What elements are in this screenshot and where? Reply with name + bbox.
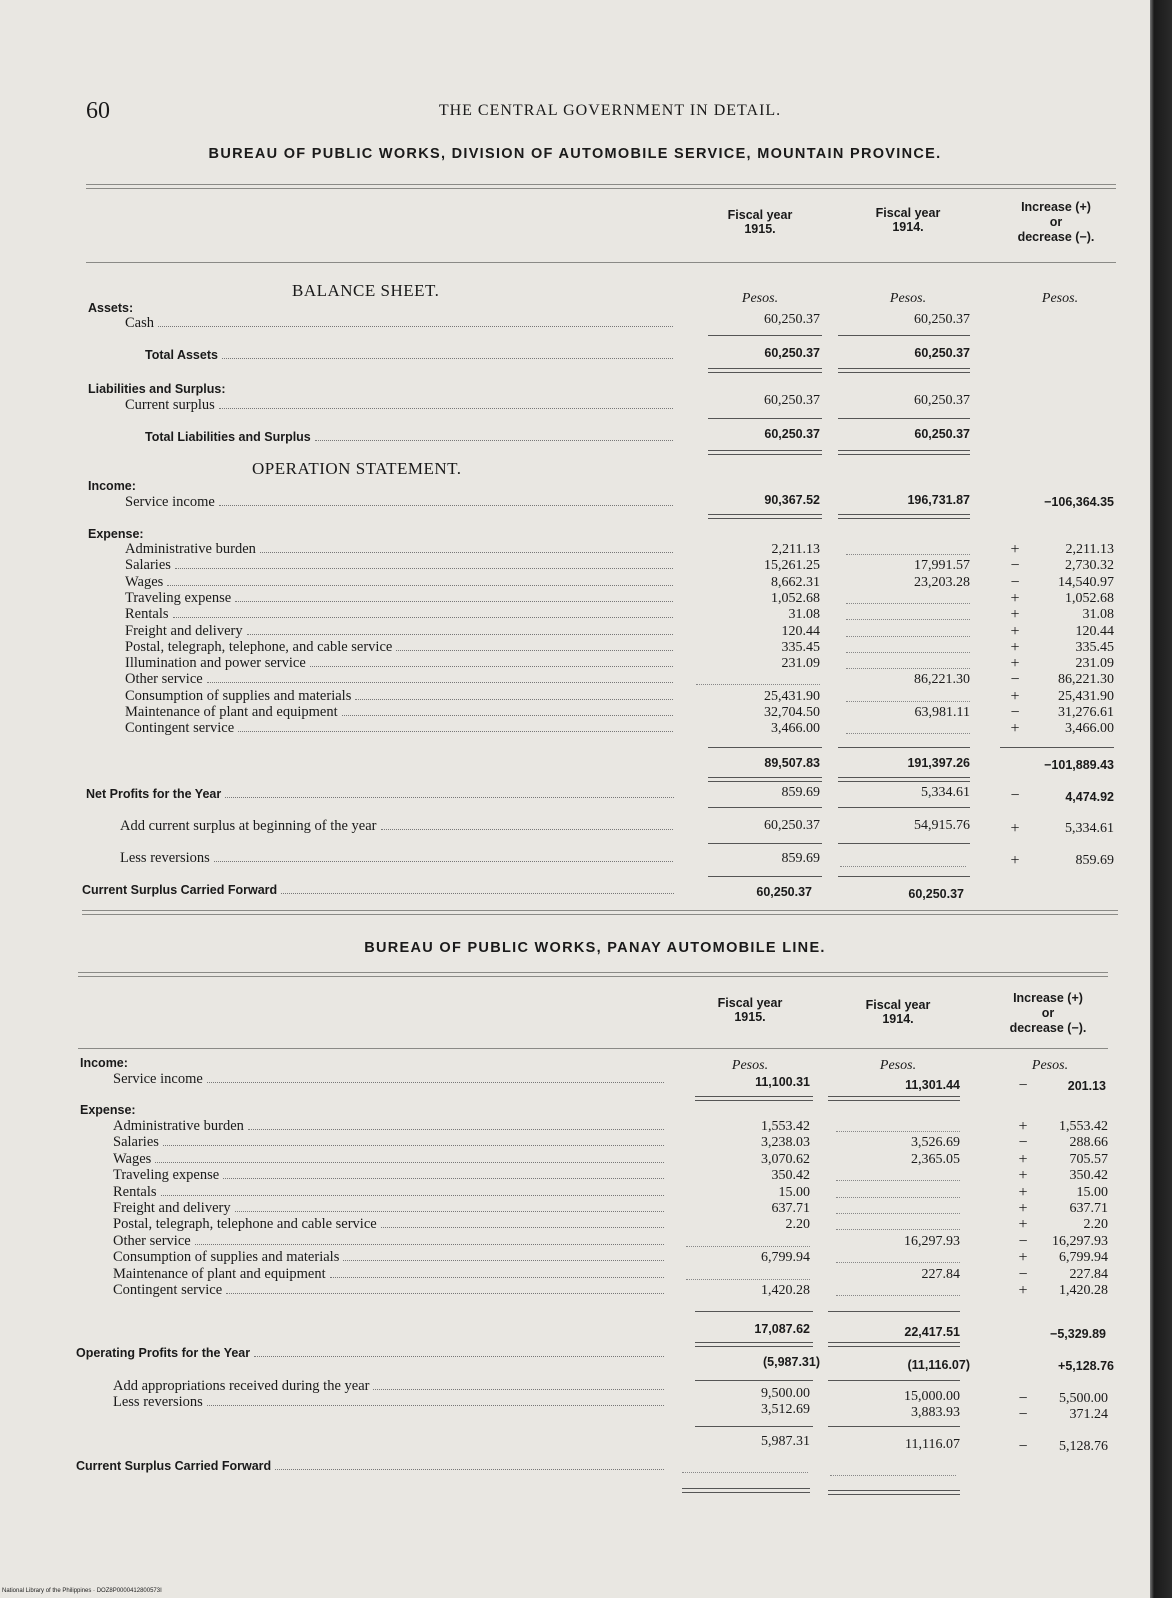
expense-change-sign: − bbox=[1010, 671, 1020, 689]
total-liabilities-row: Total Liabilities and Surplus bbox=[145, 429, 675, 445]
dotted-leader bbox=[686, 1279, 810, 1280]
double-rule bbox=[708, 450, 822, 455]
expense-change-sign: + bbox=[1018, 1200, 1028, 1217]
scan-binding-edge bbox=[1150, 0, 1172, 1598]
expense-value-1914: 2,365.05 bbox=[911, 1151, 960, 1167]
expense-change-sign: + bbox=[1018, 1183, 1028, 1201]
carried-forward-row: Current Surplus Carried Forward bbox=[82, 882, 676, 898]
expense-change-sign: + bbox=[1010, 687, 1020, 705]
panay-less-reversions-change: 371.24 bbox=[1069, 1407, 1108, 1422]
total-rule bbox=[838, 747, 970, 748]
expense-row bbox=[113, 1234, 666, 1249]
balance-sheet-heading: BALANCE SHEET. bbox=[292, 281, 440, 300]
dotted-leader bbox=[840, 866, 966, 867]
total-rule bbox=[695, 1426, 813, 1427]
col-header-1914: Fiscal year 1914. bbox=[875, 206, 941, 234]
expense-value-1914: 16,297.93 bbox=[904, 1233, 960, 1249]
panay-unit-change: Pesos. bbox=[1031, 1058, 1069, 1073]
expense-value-1915: 8,662.31 bbox=[771, 574, 820, 590]
total-rule bbox=[1000, 747, 1114, 748]
expense-label: Other service bbox=[113, 1232, 191, 1249]
cash-1915: 60,250.37 bbox=[764, 312, 820, 327]
double-rule bbox=[838, 777, 970, 782]
dotted-leader bbox=[686, 1246, 810, 1247]
expense-value-1914: 86,221.30 bbox=[914, 672, 970, 688]
panay-service-income-1914: 11,301.44 bbox=[905, 1078, 960, 1092]
expense-change-value: 1,420.28 bbox=[1059, 1283, 1108, 1298]
expense-change-value: 25,431.90 bbox=[1058, 688, 1114, 704]
panay-expense-total-1915: 17,087.62 bbox=[754, 1322, 810, 1336]
expense-label: Salaries bbox=[125, 557, 171, 574]
expense-value-1915: 1,553.42 bbox=[761, 1119, 810, 1134]
total-rule bbox=[695, 1380, 813, 1381]
total-rule bbox=[708, 807, 822, 808]
expense-change-value: 120.44 bbox=[1075, 623, 1114, 639]
panay-expense-total-1914: 22,417.51 bbox=[904, 1325, 960, 1339]
expense-change-sign: − bbox=[1010, 573, 1020, 591]
double-rule bbox=[695, 1342, 813, 1347]
expense-value-1915: 335.45 bbox=[781, 639, 820, 655]
expense-row bbox=[125, 689, 675, 704]
expense-change-value: 350.42 bbox=[1069, 1168, 1108, 1184]
expense-label: Maintenance of plant and equipment bbox=[113, 1265, 326, 1282]
expense-change-sign: − bbox=[1018, 1134, 1028, 1152]
expense-label: Consumption of supplies and materials bbox=[125, 687, 352, 704]
dotted-leader bbox=[846, 733, 970, 734]
expense-change-sign: + bbox=[1018, 1167, 1028, 1185]
expense-value-1915: 2,211.13 bbox=[771, 542, 820, 557]
expense-label: Administrative burden bbox=[125, 541, 256, 557]
expense-change-sign: + bbox=[1018, 1216, 1028, 1234]
expense-value-1915: 120.44 bbox=[781, 623, 820, 639]
expense-change-value: 335.45 bbox=[1075, 639, 1114, 655]
expense-label: Freight and delivery bbox=[113, 1200, 231, 1216]
expense-change-value: 1,553.42 bbox=[1059, 1119, 1108, 1134]
expense-value-1915: 637.71 bbox=[771, 1201, 810, 1216]
total-rule bbox=[828, 1426, 960, 1427]
operation-statement-heading: OPERATION STATEMENT. bbox=[252, 459, 462, 478]
service-income-1914: 196,731.87 bbox=[907, 493, 970, 507]
unit-label-1914: Pesos. bbox=[889, 291, 927, 306]
unit-label-change: Pesos. bbox=[1041, 291, 1079, 306]
panay-unit-1915: Pesos. bbox=[731, 1058, 769, 1073]
operating-profits-1914: (11,116.07) bbox=[907, 1358, 970, 1372]
double-rule bbox=[838, 514, 970, 519]
table-bottom-rule bbox=[82, 910, 1118, 911]
add-surplus-1914: 54,915.76 bbox=[914, 818, 970, 833]
expense-label: Contingent service bbox=[113, 1282, 223, 1298]
expense-change-sign: + bbox=[1018, 1150, 1028, 1168]
add-surplus-row: Add current surplus at beginning of the year bbox=[120, 818, 675, 834]
dotted-leader bbox=[836, 1262, 960, 1263]
expense-label: Rentals bbox=[113, 1183, 157, 1200]
expense-value-1915: 350.42 bbox=[771, 1168, 810, 1184]
dotted-leader bbox=[836, 1197, 960, 1198]
expense-change-sign: + bbox=[1010, 720, 1020, 738]
expense-row bbox=[125, 607, 675, 622]
total-liabilities-1914: 60,250.37 bbox=[914, 427, 970, 441]
expense-change-sign: + bbox=[1010, 589, 1020, 607]
operating-profits-1915: (5,987.31) bbox=[763, 1355, 820, 1369]
expense-value-1915: 3,070.62 bbox=[761, 1151, 810, 1167]
table-top-rule bbox=[78, 972, 1108, 973]
expense-change-sign: − bbox=[1018, 1265, 1028, 1283]
expense-value-1915: 231.09 bbox=[781, 656, 820, 672]
double-rule bbox=[828, 1490, 960, 1495]
operating-profits-change: +5,128.76 bbox=[1058, 1359, 1114, 1373]
expense-value-1914: 227.84 bbox=[921, 1266, 960, 1282]
table-top-rule bbox=[78, 976, 1108, 977]
expense-value-1914: 23,203.28 bbox=[914, 574, 970, 590]
dotted-leader bbox=[846, 668, 970, 669]
expense-row bbox=[113, 1217, 666, 1232]
expense-change-sign: + bbox=[1010, 606, 1020, 624]
add-appropriations-1914: 15,000.00 bbox=[904, 1389, 960, 1404]
expense-row bbox=[113, 1119, 666, 1134]
dotted-leader bbox=[830, 1475, 956, 1476]
scan-footer: National Library of the Philippines · DOZ8P0000412800573I bbox=[2, 1588, 162, 1594]
dotted-leader bbox=[846, 701, 970, 702]
net-profits-row: Net Profits for the Year bbox=[86, 786, 676, 802]
total-assets-1915: 60,250.37 bbox=[764, 346, 820, 360]
total-rule bbox=[695, 1311, 813, 1312]
total-rule bbox=[708, 418, 822, 419]
income-heading: Income: bbox=[88, 479, 136, 493]
expense-row bbox=[125, 721, 675, 736]
expense-change-value: 288.66 bbox=[1069, 1135, 1108, 1151]
expense-value-1915: 2.20 bbox=[785, 1217, 810, 1233]
expense-label: Administrative burden bbox=[113, 1118, 244, 1134]
expense-value-1915: 3,238.03 bbox=[761, 1135, 810, 1151]
panay-expense-heading: Expense: bbox=[80, 1103, 136, 1117]
assets-heading: Assets: bbox=[88, 301, 134, 315]
add-appropriations-change: 5,500.00 bbox=[1059, 1391, 1108, 1406]
panay-unit-1914: Pesos. bbox=[879, 1058, 917, 1073]
total-assets-row: Total Assets bbox=[145, 347, 675, 363]
liabilities-heading: Liabilities and Surplus: bbox=[88, 382, 226, 396]
expense-row bbox=[113, 1185, 666, 1200]
expense-label: Wages bbox=[125, 573, 164, 590]
expense-change-value: 231.09 bbox=[1075, 656, 1114, 672]
expense-row bbox=[113, 1201, 666, 1216]
panay-less-reversions-1915: 3,512.69 bbox=[761, 1402, 810, 1417]
expense-label: Other service bbox=[125, 671, 203, 688]
total-rule bbox=[838, 418, 970, 419]
service-income-change: −106,364.35 bbox=[1044, 495, 1114, 509]
dotted-leader bbox=[846, 636, 970, 637]
expense-change-value: 2.20 bbox=[1083, 1217, 1108, 1233]
double-rule bbox=[708, 368, 822, 373]
expense-row bbox=[125, 558, 675, 573]
expense-total-1915: 89,507.83 bbox=[764, 756, 820, 770]
expense-row bbox=[113, 1283, 666, 1298]
expense-value-1915: 15.00 bbox=[778, 1184, 810, 1200]
panay-col-header-change: Increase (+) or decrease (−). bbox=[1009, 991, 1087, 1035]
expense-value-1915: 1,052.68 bbox=[771, 590, 820, 606]
expense-change-value: 2,211.13 bbox=[1065, 542, 1114, 557]
dotted-leader bbox=[836, 1131, 960, 1132]
net-profits-sign: − bbox=[1010, 787, 1020, 804]
expense-value-1914: 17,991.57 bbox=[914, 558, 970, 574]
service-income-1915: 90,367.52 bbox=[764, 493, 820, 507]
expense-change-value: 31,276.61 bbox=[1058, 705, 1114, 720]
expense-change-sign: + bbox=[1010, 622, 1020, 640]
double-rule bbox=[838, 368, 970, 373]
double-rule bbox=[708, 514, 822, 519]
dotted-leader bbox=[846, 603, 970, 604]
expense-total-1914: 191,397.26 bbox=[907, 756, 970, 770]
cash-total-rule bbox=[708, 335, 822, 336]
expense-row bbox=[125, 656, 675, 671]
expense-heading: Expense: bbox=[88, 527, 144, 541]
expense-value-1915: 1,420.28 bbox=[761, 1283, 810, 1298]
less-reversions-row: Less reversions bbox=[120, 850, 675, 866]
double-rule bbox=[682, 1488, 810, 1493]
panay-service-income-1915: 11,100.31 bbox=[755, 1075, 810, 1089]
expense-value-1915: 6,799.94 bbox=[761, 1250, 810, 1266]
dotted-leader bbox=[846, 652, 970, 653]
panay-expense-total-change: −5,329.89 bbox=[1050, 1327, 1106, 1341]
net-profits-change: 4,474.92 bbox=[1065, 790, 1114, 804]
expense-row bbox=[125, 640, 675, 655]
panay-less-reversions-row: Less reversions bbox=[113, 1394, 666, 1410]
add-appropriations-1915: 9,500.00 bbox=[761, 1386, 810, 1401]
dotted-leader bbox=[682, 1472, 808, 1473]
expense-value-1915: 31.08 bbox=[788, 607, 820, 623]
expense-row bbox=[113, 1267, 666, 1282]
expense-row bbox=[125, 672, 675, 687]
dotted-leader bbox=[846, 619, 970, 620]
expense-label: Rentals bbox=[125, 606, 169, 623]
expense-change-value: 14,540.97 bbox=[1058, 574, 1114, 590]
expense-row bbox=[113, 1168, 666, 1183]
expense-label: Traveling expense bbox=[113, 1167, 220, 1184]
expense-change-sign: + bbox=[1018, 1282, 1028, 1299]
expense-change-value: 16,297.93 bbox=[1052, 1233, 1108, 1249]
expense-value-1914: 63,981.11 bbox=[914, 705, 970, 720]
dotted-leader bbox=[836, 1180, 960, 1181]
cash-total-rule bbox=[838, 335, 970, 336]
double-rule bbox=[828, 1096, 960, 1101]
total-rule bbox=[838, 876, 970, 877]
expense-value-1915: 32,704.50 bbox=[764, 705, 820, 720]
panay-service-income-sign: − bbox=[1018, 1077, 1028, 1094]
expense-change-value: 2,730.32 bbox=[1065, 558, 1114, 574]
service-income-row: Service income bbox=[125, 494, 675, 510]
dotted-leader bbox=[836, 1213, 960, 1214]
add-surplus-change: 5,334.61 bbox=[1065, 821, 1114, 836]
expense-label: Salaries bbox=[113, 1134, 159, 1151]
panay-carried-forward-row: Current Surplus Carried Forward bbox=[76, 1458, 666, 1474]
expense-change-value: 705.57 bbox=[1069, 1151, 1108, 1167]
expense-row bbox=[113, 1250, 666, 1265]
expense-label: Postal, telegraph, telephone and cable service bbox=[113, 1216, 377, 1233]
panay-subtotal-1914: 11,116.07 bbox=[905, 1437, 960, 1452]
dotted-leader bbox=[836, 1229, 960, 1230]
expense-change-value: 1,052.68 bbox=[1065, 590, 1114, 606]
expense-label: Postal, telegraph, telephone, and cable service bbox=[125, 638, 393, 655]
expense-change-sign: − bbox=[1018, 1232, 1028, 1250]
operating-profits-row: Operating Profits for the Year bbox=[76, 1345, 666, 1361]
panay-service-income-row: Service income bbox=[113, 1071, 666, 1087]
net-profits-1914: 5,334.61 bbox=[921, 785, 970, 800]
expense-change-sign: + bbox=[1010, 541, 1020, 558]
expense-change-sign: + bbox=[1018, 1118, 1028, 1135]
total-rule bbox=[708, 747, 822, 748]
expense-label: Wages bbox=[113, 1150, 152, 1167]
expense-change-value: 31.08 bbox=[1082, 607, 1114, 623]
expense-label: Contingent service bbox=[125, 720, 235, 737]
table-bottom-rule bbox=[82, 914, 1118, 915]
unit-label-1915: Pesos. bbox=[741, 291, 779, 306]
expense-total-change: −101,889.43 bbox=[1044, 758, 1114, 772]
expense-label: Consumption of supplies and materials bbox=[113, 1249, 340, 1266]
panay-subtotal-1915: 5,987.31 bbox=[761, 1434, 810, 1449]
carried-forward-1914: 60,250.37 bbox=[908, 887, 964, 901]
panay-subtotal-sign: − bbox=[1018, 1438, 1028, 1455]
cash-1914: 60,250.37 bbox=[914, 312, 970, 327]
carried-forward-1915: 60,250.37 bbox=[756, 885, 812, 899]
expense-row bbox=[125, 575, 675, 590]
add-appropriations-row: Add appropriations received during the year bbox=[113, 1378, 666, 1394]
page-number: 60 bbox=[86, 98, 110, 124]
panay-less-reversions-sign: − bbox=[1018, 1406, 1028, 1423]
panay-income-heading: Income: bbox=[80, 1056, 128, 1070]
less-reversions-sign: + bbox=[1010, 852, 1020, 869]
total-rule bbox=[708, 876, 822, 877]
dotted-leader bbox=[846, 554, 970, 555]
panay-section-title: BUREAU OF PUBLIC WORKS, PANAY AUTOMOBILE LINE. bbox=[364, 940, 826, 956]
add-surplus-sign: + bbox=[1010, 820, 1020, 837]
expense-row bbox=[125, 624, 675, 639]
expense-row bbox=[125, 705, 675, 720]
expense-label: Illumination and power service bbox=[125, 655, 306, 672]
total-liabilities-1915: 60,250.37 bbox=[764, 427, 820, 441]
expense-label: Maintenance of plant and equipment bbox=[125, 704, 338, 720]
expense-value-1915: 3,466.00 bbox=[771, 721, 820, 737]
expense-row bbox=[113, 1135, 666, 1150]
col-header-1915: Fiscal year 1915. bbox=[727, 208, 793, 236]
expense-change-sign: + bbox=[1010, 655, 1020, 673]
total-rule bbox=[828, 1311, 960, 1312]
panay-col-header-1915: Fiscal year 1915. bbox=[717, 996, 783, 1024]
panay-service-income-change: 201.13 bbox=[1067, 1079, 1106, 1093]
total-rule bbox=[838, 843, 970, 844]
double-rule bbox=[708, 777, 822, 782]
panay-subtotal-change: 5,128.76 bbox=[1059, 1439, 1108, 1454]
header-bottom-rule bbox=[78, 1048, 1108, 1049]
panay-less-reversions-1914: 3,883.93 bbox=[911, 1405, 960, 1420]
total-rule bbox=[828, 1380, 960, 1381]
header-bottom-rule bbox=[86, 262, 1116, 263]
expense-label: Freight and delivery bbox=[125, 622, 243, 639]
expense-change-value: 86,221.30 bbox=[1058, 672, 1114, 688]
expense-value-1914: 3,526.69 bbox=[911, 1135, 960, 1151]
expense-change-value: 637.71 bbox=[1069, 1201, 1108, 1216]
current-surplus-1915: 60,250.37 bbox=[764, 393, 820, 408]
expense-change-value: 15.00 bbox=[1076, 1184, 1108, 1200]
expense-change-value: 3,466.00 bbox=[1065, 721, 1114, 737]
panay-col-header-1914: Fiscal year 1914. bbox=[865, 998, 931, 1026]
cash-row: Cash bbox=[125, 315, 675, 331]
expense-value-1915: 25,431.90 bbox=[764, 688, 820, 704]
running-head: THE CENTRAL GOVERNMENT IN DETAIL. bbox=[438, 102, 782, 119]
dotted-leader bbox=[836, 1295, 960, 1296]
net-profits-1915: 859.69 bbox=[781, 785, 820, 800]
table-top-rule bbox=[86, 184, 1116, 185]
expense-change-sign: − bbox=[1010, 557, 1020, 575]
col-header-change: Increase (+) or decrease (−). bbox=[1017, 200, 1095, 244]
expense-change-value: 227.84 bbox=[1069, 1266, 1108, 1282]
less-reversions-change: 859.69 bbox=[1075, 853, 1114, 868]
table-top-rule bbox=[86, 188, 1116, 189]
less-reversions-1915: 859.69 bbox=[781, 851, 820, 866]
double-rule bbox=[695, 1096, 813, 1101]
expense-row bbox=[125, 591, 675, 606]
total-rule bbox=[708, 843, 822, 844]
expense-label: Traveling expense bbox=[125, 589, 232, 606]
total-assets-1914: 60,250.37 bbox=[914, 346, 970, 360]
expense-row bbox=[113, 1152, 666, 1167]
add-surplus-1915: 60,250.37 bbox=[764, 818, 820, 833]
expense-change-sign: + bbox=[1018, 1249, 1028, 1267]
expense-value-1915: 15,261.25 bbox=[764, 558, 820, 574]
total-rule bbox=[838, 807, 970, 808]
current-surplus-row: Current surplus bbox=[125, 397, 675, 413]
double-rule bbox=[838, 450, 970, 455]
expense-row bbox=[125, 542, 675, 557]
expense-change-value: 6,799.94 bbox=[1059, 1250, 1108, 1266]
dotted-leader bbox=[696, 684, 820, 685]
mountain-section-title: BUREAU OF PUBLIC WORKS, DIVISION OF AUTOMOBILE SERVICE, MOUNTAIN PROVINCE. bbox=[208, 146, 942, 162]
double-rule bbox=[828, 1342, 960, 1347]
current-surplus-1914: 60,250.37 bbox=[914, 393, 970, 408]
add-appropriations-sign: − bbox=[1018, 1390, 1028, 1407]
expense-change-sign: − bbox=[1010, 704, 1020, 721]
expense-change-sign: + bbox=[1010, 638, 1020, 656]
